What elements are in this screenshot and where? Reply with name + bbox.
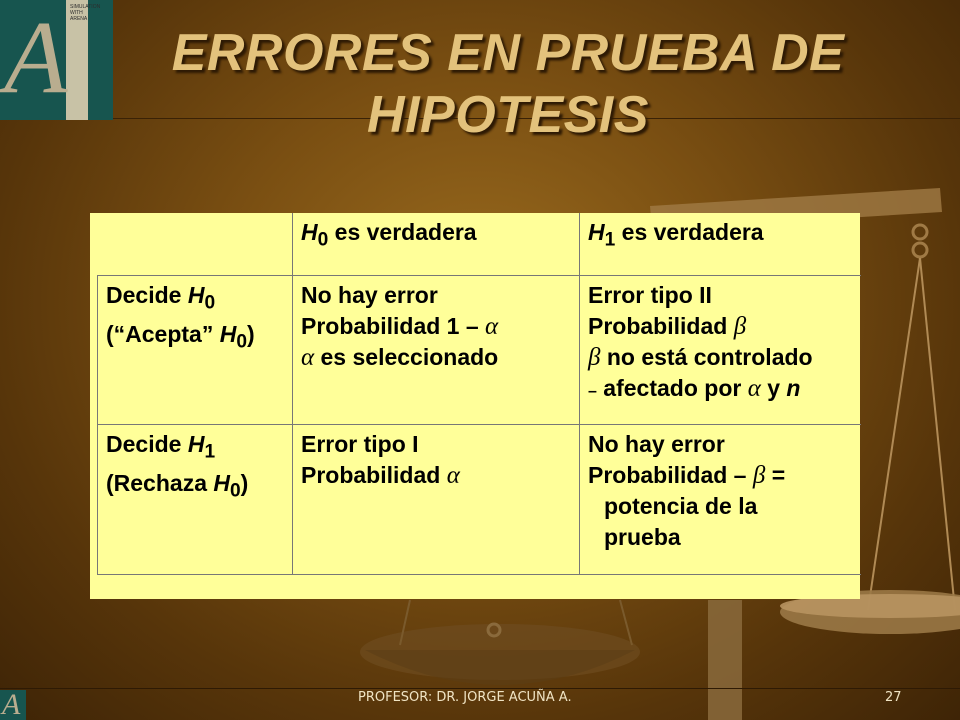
cell-no-error-power: No hay error Probabilidad – β = potencia de la prueba	[580, 425, 861, 575]
cell-type-i-error: Error tipo I Probabilidad α	[293, 425, 580, 575]
error-types-table	[97, 213, 861, 575]
table-row-decide-h1	[98, 425, 861, 575]
header-h0-true: $H_0$ es verdadera	[293, 213, 580, 276]
logo-text: SIMULATION WITH ARENA	[70, 4, 101, 22]
footer-rule	[0, 688, 960, 689]
row-label-decide-h1: Decide $H_1$ (Rechaza $H_0$)	[98, 425, 293, 575]
cell-no-error: No hay error Probabilidad 1 – α α es seleccionado	[293, 276, 580, 425]
header-h1-true: $H_1$ es verdadera	[580, 213, 861, 276]
slide-title	[108, 22, 908, 146]
table-header-row	[98, 213, 861, 276]
footer-text: PROFESOR: DR. JORGE ACUÑA A.	[358, 690, 572, 705]
footer-logo: A	[0, 690, 26, 720]
book-cover-logo	[0, 0, 113, 120]
title-line-1: ERRORES EN PRUEBA DE	[171, 24, 845, 82]
title-line-2: HIPOTESIS	[367, 86, 649, 144]
cell-type-ii-error: Error tipo II Probabilidad β β no está controlado – afectado por α y n	[580, 276, 861, 425]
table-row-decide-h0	[98, 276, 861, 425]
logo-letter: A	[4, 0, 68, 115]
table-corner-cell	[98, 213, 293, 276]
page-number: 27	[885, 690, 902, 705]
row-label-decide-h0: Decide $H_0$ (“Acepta” $H_0$)	[98, 276, 293, 425]
